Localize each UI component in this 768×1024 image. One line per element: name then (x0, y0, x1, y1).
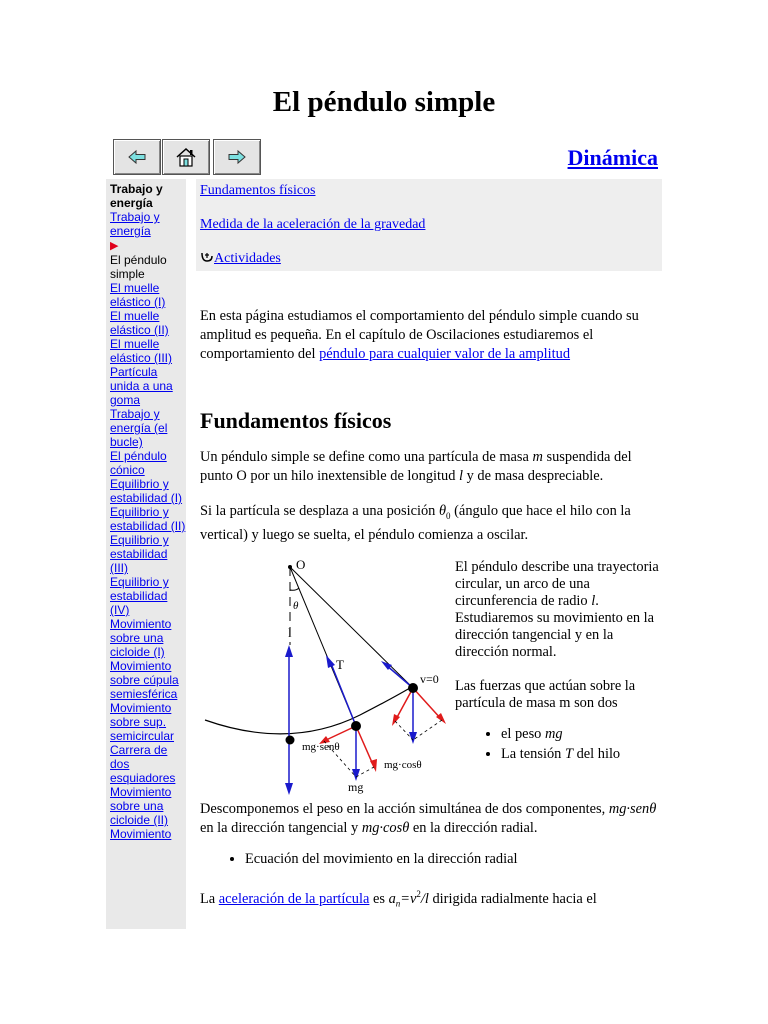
sidebar-heading: Trabajo y energía (110, 182, 163, 210)
forward-button[interactable] (213, 139, 261, 175)
label-l: l (288, 625, 292, 640)
sidebar-item[interactable]: Movimiento (110, 827, 172, 841)
toc-link-medida[interactable]: Medida de la aceleración de la gravedad (200, 217, 426, 232)
left-arrow-icon (127, 149, 147, 165)
home-icon (174, 146, 198, 168)
current-marker-icon: ▶ (110, 240, 119, 252)
back-button[interactable] (113, 139, 161, 175)
sidebar-item[interactable]: Carrera de dos esquiadores (110, 743, 176, 785)
intro-text: En esta página estudiamos el comportamiento del péndulo simple cuando su amplitud es pequeña. En el capítulo de Oscilaciones estudiaremos el comportamiento del (200, 308, 639, 362)
toc-link-actividades[interactable]: Actividades (214, 251, 281, 266)
forces-intro: Las fuerzas que actúan sobre la partícula de masa m son dos (455, 678, 636, 711)
sidebar-item[interactable]: Movimiento sobre una cicloide (II) (110, 785, 172, 827)
sidebar-item[interactable]: El muelle elástico (II) (110, 309, 169, 337)
release-paragraph: Si la partícula se desplaza a una posición $\theta_0$ (ángulo que hace el hilo con la vertical) y luego se suelta, el péndulo comienza a oscilar. (200, 503, 631, 543)
label-t: T (336, 657, 344, 672)
decomposition-paragraph: Descomponemos el peso en la acción simultánea de dos componentes, mg·senθ en la dirección tangencial y mg·cosθ en la dirección radial. (200, 801, 657, 836)
section-heading-fundamentos: Fundamentos físicos (200, 408, 392, 433)
sidebar-item[interactable]: El muelle elástico (I) (110, 281, 166, 309)
label-mgcos: mg·cosθ (384, 759, 422, 771)
sidebar-item[interactable]: Equilibrio y estabilidad (IV) (110, 575, 169, 617)
sidebar-item: El péndulo simple (110, 253, 167, 281)
sidebar-item[interactable]: Movimiento sobre cúpula semiesférica (110, 659, 179, 701)
label-mgsen: mg·senθ (302, 741, 340, 753)
sidebar-item[interactable]: El péndulo cónico (110, 449, 167, 477)
sidebar-item[interactable]: El muelle elástico (III) (110, 337, 173, 365)
label-mg: mg (348, 780, 364, 794)
intro-paragraph (200, 307, 660, 364)
home-button[interactable] (162, 139, 210, 175)
forces-list (455, 726, 670, 763)
label-v0: v=0 (420, 672, 439, 686)
definition-paragraph: Un péndulo simple se define como una partícula de masa m suspendida del punto O por un hilo inextensible de longitud l y de masa despreciable. (200, 449, 632, 484)
sidebar-item[interactable]: Movimiento sobre una cicloide (I) (110, 617, 172, 659)
aceleracion-link[interactable]: aceleración de la partícula (218, 890, 370, 907)
sidebar-item[interactable]: Movimiento sobre sup. semicircular (110, 701, 175, 743)
toc-link-fundamentos[interactable]: Fundamentos físicos (200, 183, 316, 198)
sidebar-item[interactable]: Partícula unida a una goma (110, 365, 173, 407)
dinamica-link[interactable]: Dinámica (567, 145, 658, 170)
pendulo-amplitud-link[interactable]: péndulo para cualquier valor de la amplitud (319, 346, 571, 362)
figure-explanation: El péndulo describe una trayectoria circular, un arco de una circunferencia de radio l. Estudiaremos su movimiento en la dirección tangencial y en la dirección normal. Las fuerzas que actúan sobre la partícula de masa m son dos • el peso mg • La tensión T del hilo (455, 559, 670, 766)
sidebar-item[interactable]: Equilibrio y estabilidad (I) (110, 477, 183, 505)
sidebar-item[interactable]: Trabajo y energía (el bucle) (110, 407, 168, 449)
list-item: • Ecuación del movimiento en la dirección radial (245, 851, 705, 868)
sidebar-item[interactable]: Equilibrio y estabilidad (II) (110, 505, 186, 533)
pendulum-diagram (200, 555, 455, 795)
applet-icon (200, 251, 214, 263)
equation-list (200, 851, 705, 868)
sidebar (106, 179, 186, 929)
acceleration-paragraph: La aceleración de la partícula es $a_n=v^2/l$ dirigida radialmente hacia el (200, 889, 597, 909)
list-item: • La tensión T del hilo (501, 746, 670, 763)
toc-box (196, 179, 662, 271)
page-title: El péndulo simple (272, 86, 496, 118)
sidebar-item[interactable]: Trabajo y energía (110, 210, 160, 238)
right-arrow-icon (227, 149, 247, 165)
list-item: • el peso mg (501, 726, 670, 743)
label-o: O (296, 557, 306, 572)
label-theta: θ (293, 600, 299, 612)
sidebar-item[interactable]: Equilibrio y estabilidad (III) (110, 533, 169, 575)
